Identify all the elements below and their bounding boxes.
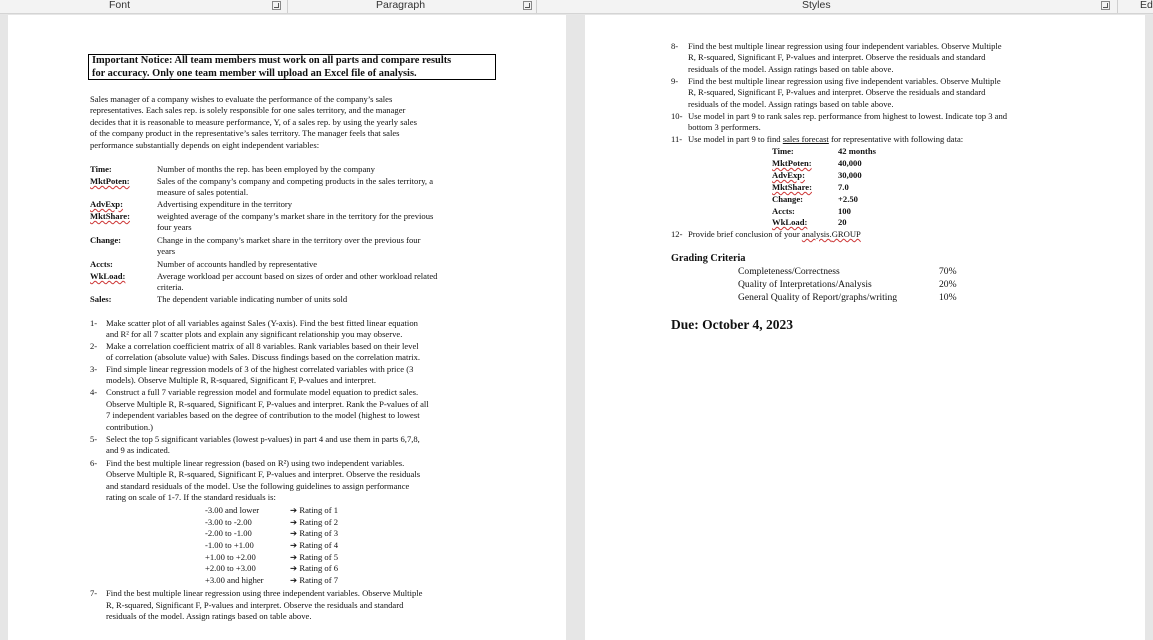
- ribbon-group-labels: [0, 0, 1153, 14]
- forecast-value: 42 months: [838, 146, 876, 156]
- rating-value: [290, 505, 338, 517]
- item-number: 11-: [671, 134, 683, 144]
- rating-range: +2.00 to +3.00: [205, 563, 256, 573]
- item-line: Observe Multiple R, R-squared, Significant F, P-values and interpret. Rank the P-values of all: [106, 399, 429, 409]
- forecast-key: MktPoten:: [772, 158, 812, 168]
- variable-term: MktPoten:: [90, 176, 130, 186]
- document-page-2[interactable]: [585, 15, 1145, 640]
- item-line: Use model in part 9 to rank sales rep. performance from highest to lowest. Indicate top 3 and: [688, 111, 1008, 121]
- item-number: 7-: [90, 588, 98, 598]
- variable-term: Accts:: [90, 259, 113, 269]
- item-line: [688, 134, 963, 146]
- editing-group-label: Ed: [1140, 0, 1153, 11]
- variable-desc: Number of months the rep. has been employed by the company: [157, 164, 375, 174]
- item-line: Find the best multiple linear regression using four independent variables. Observe Multiple: [688, 41, 1002, 51]
- arrow-right-icon: ➔: [290, 575, 300, 585]
- item-text: GROUP: [831, 229, 861, 239]
- document-page-1[interactable]: [8, 15, 566, 640]
- rating-label: Rating of 3: [299, 528, 339, 538]
- arrow-right-icon: ➔: [290, 528, 300, 538]
- rating-label: Rating of 6: [299, 563, 339, 573]
- rating-range: -1.00 to +1.00: [205, 540, 254, 550]
- arrow-right-icon: ➔: [290, 540, 300, 550]
- grading-label: Completeness/Correctness: [738, 266, 840, 277]
- rating-range: -3.00 to -2.00: [205, 517, 252, 527]
- rating-label: Rating of 4: [299, 540, 339, 550]
- rating-label: Rating of 2: [299, 517, 339, 527]
- rating-value: [290, 575, 338, 587]
- item-number: 4-: [90, 387, 98, 397]
- variable-desc: The dependent variable indicating number of units sold: [157, 294, 348, 304]
- variable-desc: Number of accounts handled by representative: [157, 259, 318, 269]
- item-number: 3-: [90, 364, 98, 374]
- item-line: 7 independent variables based on the degree of contribution to the model (highest to lowest: [106, 410, 420, 420]
- forecast-value: 7.0: [838, 182, 849, 192]
- rating-range: +1.00 to +2.00: [205, 552, 256, 562]
- intro-line: representatives. Each sales rep. is solely responsible for one sales territory, and the manager: [90, 105, 406, 115]
- sales-forecast-text: sales forecast: [782, 134, 829, 144]
- item-line: Find the best multiple linear regression using three independent variables. Observe Multiple: [106, 588, 423, 598]
- variable-desc: measure of sales potential.: [157, 187, 249, 197]
- item-number: 10-: [671, 111, 683, 121]
- arrow-right-icon: ➔: [290, 563, 300, 573]
- forecast-key: MktShare:: [772, 182, 812, 192]
- rating-range: +3.00 and higher: [205, 575, 264, 585]
- grading-percent: 10%: [939, 292, 957, 303]
- variable-term: WkLoad:: [90, 271, 126, 281]
- item-text: Provide brief conclusion of your: [688, 229, 802, 239]
- item-line: bottom 3 performers.: [688, 122, 761, 132]
- item-text: Use model in part 9 to find: [688, 134, 783, 144]
- item-line: Find the best multiple linear regression using five independent variables. Observe Multiple: [688, 76, 1001, 86]
- rating-value: [290, 528, 338, 540]
- forecast-value: 30,000: [838, 170, 862, 180]
- forecast-value: 100: [838, 206, 851, 216]
- grading-label: Quality of Interpretations/Analysis: [738, 279, 872, 290]
- forecast-key: Accts:: [772, 206, 795, 216]
- item-line: and 9 as indicated.: [106, 445, 170, 455]
- variable-desc: Average workload per account based on sizes of order and other workload related: [157, 271, 438, 281]
- item-line: Make a correlation coefficient matrix of all 8 variables. Rank variables based on their level: [106, 341, 419, 351]
- item-line: residuals of the model. Assign ratings based on table above.: [106, 611, 312, 621]
- item-line: and standard residuals of the model. Use the following guidelines to assign performance: [106, 481, 410, 491]
- ribbon-separator: [1117, 0, 1118, 13]
- grading-percent: 20%: [939, 279, 957, 290]
- item-line: Select the top 5 significant variables (lowest p-values) in part 4 and use them in parts 6,7,8,: [106, 434, 420, 444]
- variable-term: MktShare:: [90, 211, 130, 221]
- variable-desc: criteria.: [157, 282, 184, 292]
- grading-label: General Quality of Report/graphs/writing: [738, 292, 898, 303]
- item-line: [688, 229, 861, 241]
- arrow-right-icon: ➔: [290, 552, 300, 562]
- item-line: models). Observe Multiple R, R-squared, Significant F, P-values and interpret.: [106, 375, 376, 385]
- item-line: rating on scale of 1-7. If the standard residuals is:: [106, 492, 276, 502]
- font-dialog-launcher-icon[interactable]: [272, 1, 281, 10]
- item-text: analysis.: [801, 229, 832, 239]
- variable-term: AdvExp:: [90, 199, 123, 209]
- intro-line: Sales manager of a company wishes to evaluate the performance of the company’s sales: [90, 94, 393, 104]
- rating-value: [290, 517, 338, 529]
- intro-line: decides that it is reasonable to measure performance, Y, of a sales rep. by using the yearly sales: [90, 117, 417, 127]
- styles-group-label: Styles: [802, 0, 831, 11]
- item-line: Construct a full 7 variable regression model and formulate model equation to predict sales.: [106, 387, 419, 397]
- item-line: and R² for all 7 scatter plots and explain any significant relationship you may observe.: [106, 329, 403, 339]
- forecast-value: 40,000: [838, 158, 862, 168]
- item-number: 1-: [90, 318, 98, 328]
- variable-desc: years: [157, 246, 176, 256]
- variable-desc: Advertising expenditure in the territory: [157, 199, 293, 209]
- forecast-value: 20: [838, 217, 847, 227]
- variable-desc: Change in the company’s market share in the territory over the previous four: [157, 235, 421, 245]
- forecast-key: Change:: [772, 194, 804, 204]
- item-line: residuals of the model. Assign ratings based on table above.: [688, 99, 894, 109]
- rating-range: -3.00 and lower: [205, 505, 260, 515]
- forecast-key: Time:: [772, 146, 794, 156]
- intro-line: of the company product in the representative’s sales territory. The manager feels that sales: [90, 128, 400, 138]
- item-line: of correlation (absolute value) with Sales. Discuss findings based on the correlation matrix.: [106, 352, 421, 362]
- rating-range: -2.00 to -1.00: [205, 528, 252, 538]
- variable-term: Sales:: [90, 294, 112, 304]
- font-group-label: Font: [109, 0, 131, 11]
- variable-term: Time:: [90, 164, 112, 174]
- arrow-right-icon: ➔: [290, 517, 300, 527]
- arrow-right-icon: ➔: [290, 505, 300, 515]
- variable-desc: weighted average of the company’s market share in the territory for the previous: [157, 211, 434, 221]
- item-line: contribution.): [106, 422, 154, 432]
- important-notice-box: [88, 54, 496, 80]
- item-number: 5-: [90, 434, 98, 444]
- forecast-key: AdvExp:: [772, 170, 805, 180]
- grading-title: Grading Criteria: [671, 253, 746, 264]
- item-line: residuals of the model. Assign ratings based on table above.: [688, 64, 894, 74]
- item-number: 2-: [90, 341, 98, 351]
- rating-value: [290, 540, 338, 552]
- variable-desc: four years: [157, 222, 192, 232]
- paragraph-group-label: Paragraph: [376, 0, 426, 11]
- item-line: R, R-squared, Significant F, P-values and interpret. Observe the residuals and standard: [106, 600, 404, 610]
- variable-term: Change:: [90, 235, 122, 245]
- forecast-key: WkLoad:: [772, 217, 808, 227]
- item-line: R, R-squared, Significant F, P-values and interpret. Observe the residuals and standard: [688, 52, 986, 62]
- item-number: 6-: [90, 458, 98, 468]
- paragraph-dialog-launcher-icon[interactable]: [523, 1, 532, 10]
- due-date: Due: October 4, 2023: [671, 317, 793, 332]
- item-number: 12-: [671, 229, 683, 239]
- notice-line: Important Notice: All team members must work on all parts and compare results: [92, 55, 452, 66]
- grading-percent: 70%: [939, 266, 957, 277]
- styles-dialog-launcher-icon[interactable]: [1101, 1, 1110, 10]
- item-number: 9-: [671, 76, 679, 86]
- item-line: Find simple linear regression models of 3 of the highest correlated variables with price (3: [106, 364, 414, 374]
- item-line: Make scatter plot of all variables against Sales (Y-axis). Find the best fitted linear equation: [106, 318, 418, 328]
- ribbon-separator: [287, 0, 288, 13]
- rating-label: Rating of 5: [299, 552, 339, 562]
- variable-desc: Sales of the company’s company and competing products in the sales territory, a: [157, 176, 434, 186]
- ribbon-separator: [536, 0, 537, 13]
- item-number: 8-: [671, 41, 679, 51]
- item-line: Find the best multiple linear regression (based on R²) using two independent variables.: [106, 458, 405, 468]
- forecast-value: +2.50: [838, 194, 858, 204]
- intro-line: performance substantially depends on eight independent variables:: [90, 140, 320, 150]
- rating-label: Rating of 7: [299, 575, 339, 585]
- rating-value: [290, 552, 338, 564]
- item-line: Observe Multiple R, R-squared, Significant F, P-values and interpret. Observe the residuals: [106, 469, 421, 479]
- rating-label: Rating of 1: [299, 505, 339, 515]
- item-text: for representative with following data:: [828, 134, 964, 144]
- item-line: R, R-squared, Significant F, P-values and interpret. Observe the residuals and standard: [688, 87, 986, 97]
- rating-value: [290, 563, 338, 575]
- notice-line: for accuracy. Only one team member will upload an Excel file of analysis.: [92, 67, 417, 79]
